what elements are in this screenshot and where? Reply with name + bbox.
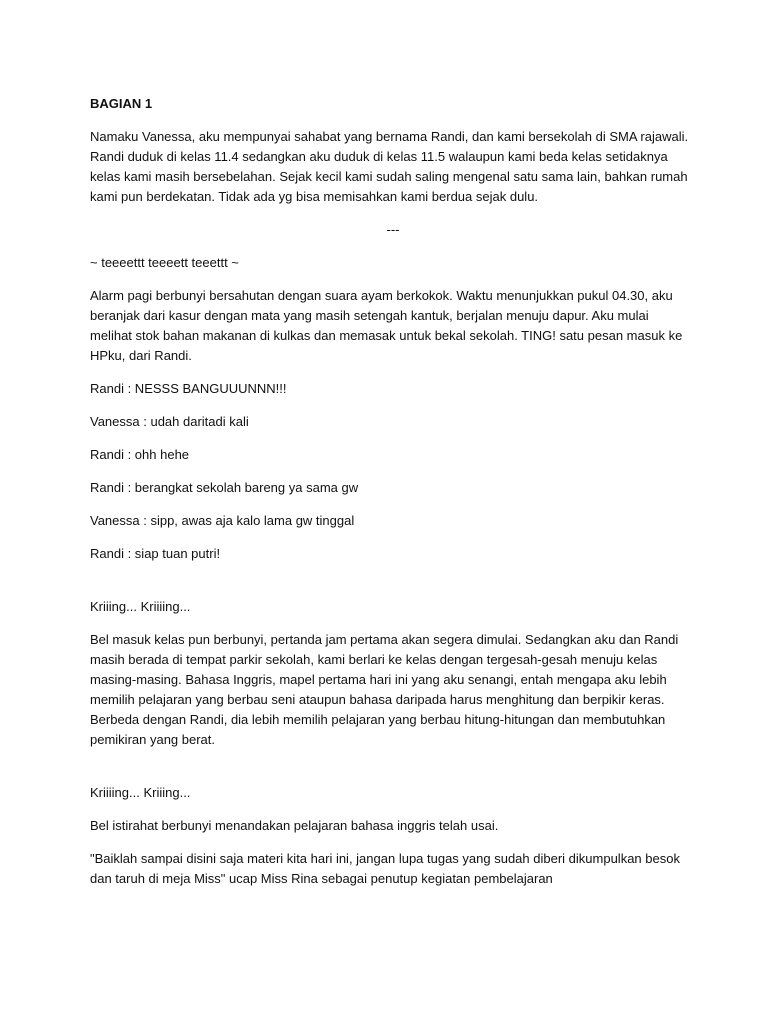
document-body [90,94,690,902]
bell-sound-line: Kriiing... Kriiiing... [90,599,191,614]
chat-line: Randi : berangkat sekolah bareng ya sama gw [90,480,359,495]
chat-line: Randi : siap tuan putri! [90,546,221,561]
chat-line: Vanessa : sipp, awas aja kalo lama gw tinggal [90,513,355,528]
paragraph-morning: Alarm pagi berbunyi bersahutan dengan suara ayam berkokok. Waktu menunjukkan pukul 04.30, aku beranjak dari kasur dengan mata yang masih setengah kantuk, berjalan menuju dapur. Aku mulai melihat stok bahan makanan di kulkas dan memasak untuk bekal sekolah. TING! satu pesan masuk ke HPku, dari Randi. [90,288,683,363]
chat-line: Randi : NESSS BANGUUUNNN!!! [90,381,287,396]
paragraph-teacher-quote: "Baiklah sampai disini saja materi kita hari ini, jangan lupa tugas yang sudah diberi dikumpulkan besok dan taruh di meja Miss" ucap Miss Rina sebagai penutup kegiatan pembelajaran [90,851,680,886]
scene-separator: --- [386,222,400,237]
chat-line: Randi : ohh hehe [90,447,190,462]
bell-sound-line: Kriiiing... Kriiing... [90,785,191,800]
paragraph-break-time: Bel istirahat berbunyi menandakan pelajaran bahasa inggris telah usai. [90,818,499,833]
alarm-sound-line: ~ teeeettt teeeett teeettt ~ [90,255,239,270]
chapter-heading: BAGIAN 1 [90,96,153,111]
paragraph-intro: Namaku Vanessa, aku mempunyai sahabat yang bernama Randi, dan kami bersekolah di SMA rajawali. Randi duduk di kelas 11.4 sedangkan aku duduk di kelas 11.5 walaupun kami beda kelas setidaknya kelas kami masih bersebelahan. Sejak kecil kami sudah saling mengenal satu sama lain, bahkan rumah kami pun berdekatan. Tidak ada yg bisa memisahkan kami berdua sejak dulu. [90,129,689,204]
paragraph-school: Bel masuk kelas pun berbunyi, pertanda jam pertama akan segera dimulai. Sedangkan aku dan Randi masih berada di tempat parkir sekolah, kami berlari ke kelas dengan tergesah-gesah menuju kelas masing-masing. Bahasa Inggris, mapel pertama hari ini yang aku senangi, entah mengapa aku lebih memilih pelajaran yang berbau seni ataupun bahasa daripada harus menghitung dan berpikir keras. Berbeda dengan Randi, dia lebih memilih pelajaran yang berbau hitung-hitungan dan membutuhkan pemikiran yang berat. [90,632,679,747]
chat-line: Vanessa : udah daritadi kali [90,414,249,429]
